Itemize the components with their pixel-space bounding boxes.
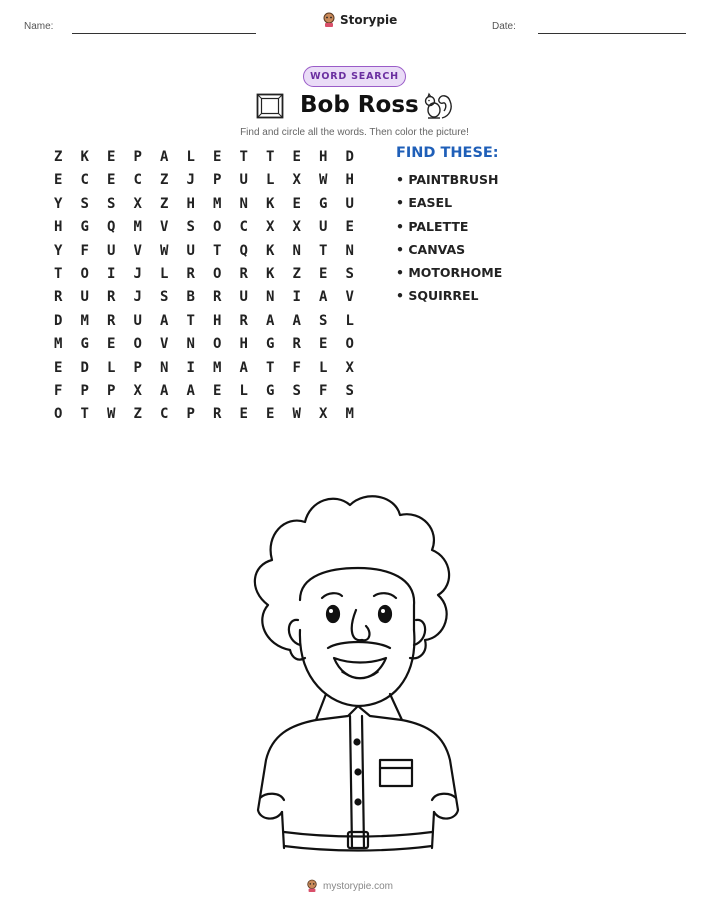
grid-letter: R (186, 265, 195, 282)
grid-letter: M (54, 336, 63, 353)
grid-letter: W (319, 172, 328, 189)
grid-letter: E (213, 149, 222, 165)
grid-letter: V (133, 242, 142, 259)
grid-letter: X (319, 406, 328, 423)
grid-letter: A (160, 149, 169, 165)
grid-letter: I (107, 265, 116, 282)
grid-letter: U (239, 172, 248, 189)
grid-letter: D (80, 359, 89, 376)
page-title: Bob Ross (300, 92, 419, 118)
picture-frame-icon (256, 93, 284, 119)
grid-letter: C (133, 172, 142, 189)
grid-letter: R (54, 289, 63, 306)
grid-letter: A (160, 382, 169, 399)
grid-letter: H (345, 172, 354, 189)
footer (306, 879, 393, 893)
grid-letter: P (186, 406, 195, 423)
grid-letter: D (345, 149, 354, 165)
grid-letter: N (239, 195, 248, 212)
grid-letter: A (160, 312, 169, 329)
grid-letter: O (345, 336, 354, 353)
bob-ross-coloring-picture (230, 480, 480, 860)
grid-letter: E (319, 265, 328, 282)
grid-letter: X (133, 195, 142, 212)
brand-logo (322, 12, 397, 28)
grid-letter: R (292, 336, 301, 353)
grid-letter: M (213, 195, 222, 212)
grid-letter: F (292, 359, 301, 376)
squirrel-icon (422, 92, 454, 120)
grid-letter: N (160, 359, 169, 376)
grid-letter: N (266, 289, 275, 306)
grid-letter: L (186, 149, 195, 165)
grid-letter: O (213, 219, 222, 236)
grid-letter: E (213, 382, 222, 399)
word-item: • EASEL (396, 195, 453, 211)
grid-letter: U (319, 219, 328, 236)
instructions: Find and circle all the words. Then color the picture! (240, 127, 469, 138)
word-item: • MOTORHOME (396, 265, 503, 281)
grid-letter: O (133, 336, 142, 353)
grid-letter: R (213, 406, 222, 423)
grid-letter: E (292, 195, 301, 212)
grid-letter: P (133, 149, 142, 165)
grid-letter: S (345, 265, 354, 282)
grid-letter: M (213, 359, 222, 376)
grid-letter: E (266, 406, 275, 423)
word-search-badge: WORD SEARCH (303, 66, 406, 87)
grid-letter: B (186, 289, 195, 306)
grid-letter: T (186, 312, 195, 329)
date-label: Date: (492, 21, 516, 32)
grid-letter: Z (160, 172, 169, 189)
grid-letter: Z (54, 149, 63, 165)
grid-letter: X (292, 219, 301, 236)
grid-letter: I (292, 289, 301, 306)
grid-letter: O (213, 336, 222, 353)
grid-letter: J (133, 289, 142, 306)
grid-letter: J (186, 172, 195, 189)
grid-letter: F (319, 382, 328, 399)
grid-letter: K (266, 195, 275, 212)
grid-letter: C (160, 406, 169, 423)
grid-letter: K (266, 242, 275, 259)
grid-letter: O (80, 265, 89, 282)
grid-letter: H (186, 195, 195, 212)
grid-letter: T (80, 406, 89, 423)
grid-letter: R (239, 312, 248, 329)
grid-letter: S (160, 289, 169, 306)
grid-letter: O (54, 406, 63, 423)
grid-letter: M (80, 312, 89, 329)
title-row (0, 90, 709, 124)
grid-letter: Q (239, 242, 248, 259)
grid-letter: E (239, 406, 248, 423)
grid-letter: S (107, 195, 116, 212)
name-label: Name: (24, 21, 54, 32)
brand-name: Storypie (340, 13, 398, 27)
grid-letter: L (345, 312, 354, 329)
grid-letter: W (160, 242, 169, 259)
grid-letter: V (160, 336, 169, 353)
grid-letter: A (239, 359, 248, 376)
grid-letter: I (186, 359, 195, 376)
grid-letter: R (213, 289, 222, 306)
grid-letter: A (292, 312, 301, 329)
grid-letter: X (266, 219, 275, 236)
word-item: • CANVAS (396, 241, 466, 257)
storypie-logo-icon (306, 879, 318, 893)
grid-letter: V (160, 219, 169, 236)
grid-letter: P (107, 382, 116, 399)
grid-letter: C (80, 172, 89, 189)
grid-letter: Z (292, 265, 301, 282)
grid-letter: G (319, 195, 328, 212)
grid-letter: P (133, 359, 142, 376)
grid-letter: V (345, 289, 354, 306)
grid-letter: M (345, 406, 354, 423)
grid-letter: U (345, 195, 354, 212)
grid-letter: G (80, 336, 89, 353)
grid-letter: U (133, 312, 142, 329)
grid-letter: G (266, 382, 275, 399)
grid-letter: C (239, 219, 248, 236)
grid-letter: Y (54, 195, 63, 212)
grid-letter: K (266, 265, 275, 282)
grid-letter: U (107, 242, 116, 259)
grid-letter: E (107, 172, 116, 189)
grid-letter: N (292, 242, 301, 259)
grid-letter: G (80, 219, 89, 236)
grid-letter: X (292, 172, 301, 189)
word-item: • SQUIRREL (396, 288, 479, 304)
grid-letter: L (266, 172, 275, 189)
grid-letter: X (133, 382, 142, 399)
footer-url: mystorypie.com (323, 880, 394, 892)
grid-letter: L (107, 359, 116, 376)
grid-letter: T (213, 242, 222, 259)
find-these-heading: FIND THESE: (396, 145, 499, 161)
grid-letter: U (186, 242, 195, 259)
grid-letter: T (239, 149, 248, 165)
grid-letter: T (319, 242, 328, 259)
grid-letter: X (345, 359, 354, 376)
grid-letter: S (80, 195, 89, 212)
grid-letter: P (80, 382, 89, 399)
grid-letter: Y (54, 242, 63, 259)
grid-letter: L (319, 359, 328, 376)
grid-letter: R (239, 265, 248, 282)
grid-letter: U (239, 289, 248, 306)
grid-letter: E (54, 359, 63, 376)
grid-letter: S (186, 219, 195, 236)
grid-letter: N (345, 242, 354, 259)
grid-letter: M (133, 219, 142, 236)
grid-letter: P (213, 172, 222, 189)
grid-letter: E (292, 149, 301, 165)
grid-letter: E (319, 336, 328, 353)
grid-letter: Z (160, 195, 169, 212)
grid-letter: R (107, 312, 116, 329)
grid-letter: Q (107, 219, 116, 236)
grid-letter: F (54, 382, 63, 399)
grid-letter: W (292, 406, 301, 423)
grid-letter: E (107, 149, 116, 165)
word-list (396, 171, 502, 311)
grid-letter: H (319, 149, 328, 165)
grid-letter: L (160, 265, 169, 282)
grid-letter: A (266, 312, 275, 329)
grid-letter: E (107, 336, 116, 353)
grid-letter: D (54, 312, 63, 329)
grid-letter: R (107, 289, 116, 306)
grid-letter: J (133, 265, 142, 282)
grid-letter: H (213, 312, 222, 329)
grid-letter: A (319, 289, 328, 306)
word-item: • PAINTBRUSH (396, 172, 499, 187)
grid-letter: E (54, 172, 63, 189)
date-line (538, 33, 686, 34)
grid-letter: H (54, 219, 63, 236)
word-item: • PALETTE (396, 218, 469, 234)
grid-letter: N (186, 336, 195, 353)
grid-letter: E (345, 219, 354, 236)
grid-letter: T (54, 265, 63, 282)
grid-letter: S (319, 312, 328, 329)
grid-letter: S (292, 382, 301, 399)
grid-letter: O (213, 265, 222, 282)
grid-letter: G (266, 336, 275, 353)
storypie-logo-icon (322, 12, 336, 28)
grid-letter: F (80, 242, 89, 259)
grid-letter: K (80, 149, 89, 165)
grid-letter: W (107, 406, 116, 423)
grid-letter: U (80, 289, 89, 306)
grid-letter: H (239, 336, 248, 353)
grid-letter: S (345, 382, 354, 399)
grid-letter: Z (133, 406, 142, 423)
grid-letter: T (266, 359, 275, 376)
grid-letter: A (186, 382, 195, 399)
letter-grid (45, 146, 363, 427)
name-line (72, 33, 256, 34)
grid-letter: L (239, 382, 248, 399)
grid-letter: T (266, 149, 275, 165)
